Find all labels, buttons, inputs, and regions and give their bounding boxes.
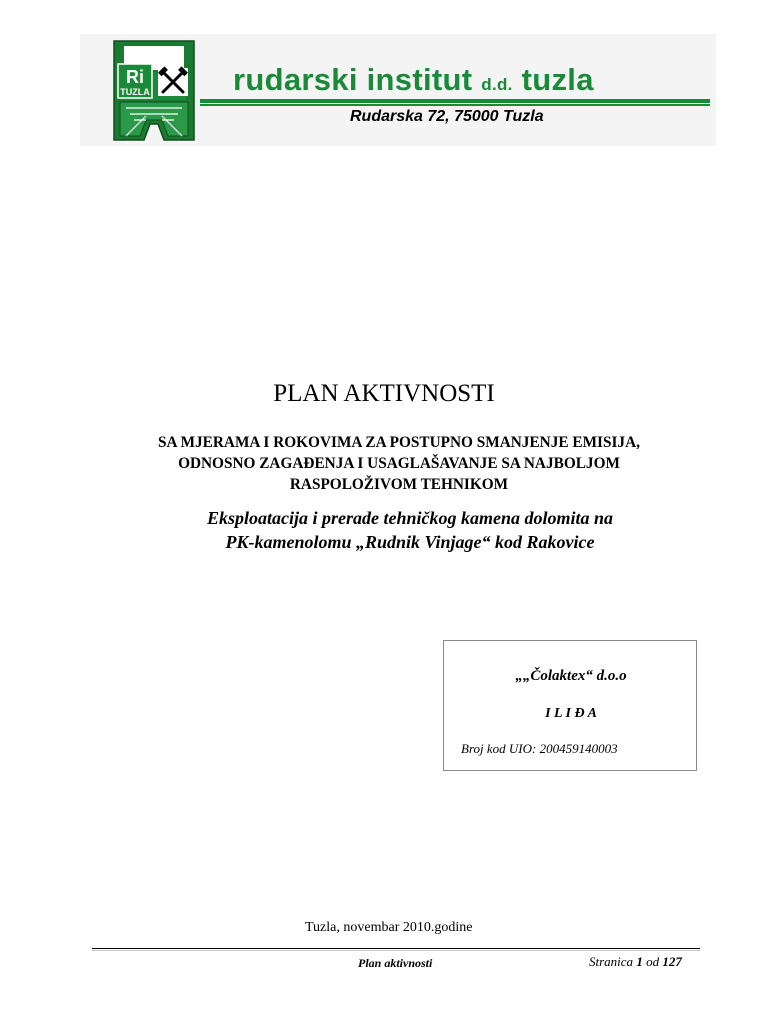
header-divider [200, 99, 710, 103]
project-line: PK-kamenolomu „Rudnik Vinjage“ kod Rakovice [225, 532, 595, 552]
client-name: „„Čolaktex“ d.o.o [515, 668, 627, 684]
company-logo [112, 40, 196, 142]
subtitle-line: RASPOLOŽIVOM TEHNIKOM [289, 476, 509, 493]
document-subtitle [104, 432, 694, 495]
company-name-main: rudarski institut [233, 62, 473, 97]
client-city: I L I Đ A [545, 706, 597, 721]
company-name-city: tuzla [521, 62, 594, 97]
page-label: Stranica [589, 954, 634, 969]
document-title: PLAN AKTIVNOSTI [273, 380, 495, 407]
project-description [170, 506, 650, 554]
subtitle-line: ODNOSNO ZAGAĐENJA I USAGLAŠAVANJE SA NAJBOLJOM [178, 455, 620, 472]
company-name-suffix: d.d. [481, 75, 513, 94]
page-of: od [646, 954, 660, 969]
subtitle-line: SA MJERAMA I ROKOVIMA ZA POSTUPNO SMANJENJE EMISIJA, [158, 434, 640, 451]
place-date: Tuzla, novembar 2010.godine [305, 920, 473, 935]
footer-document-name: Plan aktivnosti [358, 956, 433, 970]
footer-divider [92, 948, 700, 949]
page-current: 1 [636, 954, 643, 969]
footer-page-number [589, 953, 682, 971]
project-line: Eksploatacija i prerade tehničkog kamena dolomita na [206, 508, 613, 528]
page-total: 127 [662, 954, 682, 969]
logo-ri-text: Ri [126, 67, 144, 87]
company-address: Rudarska 72, 75000 Tuzla [350, 108, 544, 125]
logo-tuzla-text: TUZLA [120, 87, 150, 97]
client-box [443, 640, 697, 771]
client-uio-number: Broj kod UIO: 200459140003 [461, 741, 618, 756]
footer-divider-shadow [92, 950, 700, 951]
